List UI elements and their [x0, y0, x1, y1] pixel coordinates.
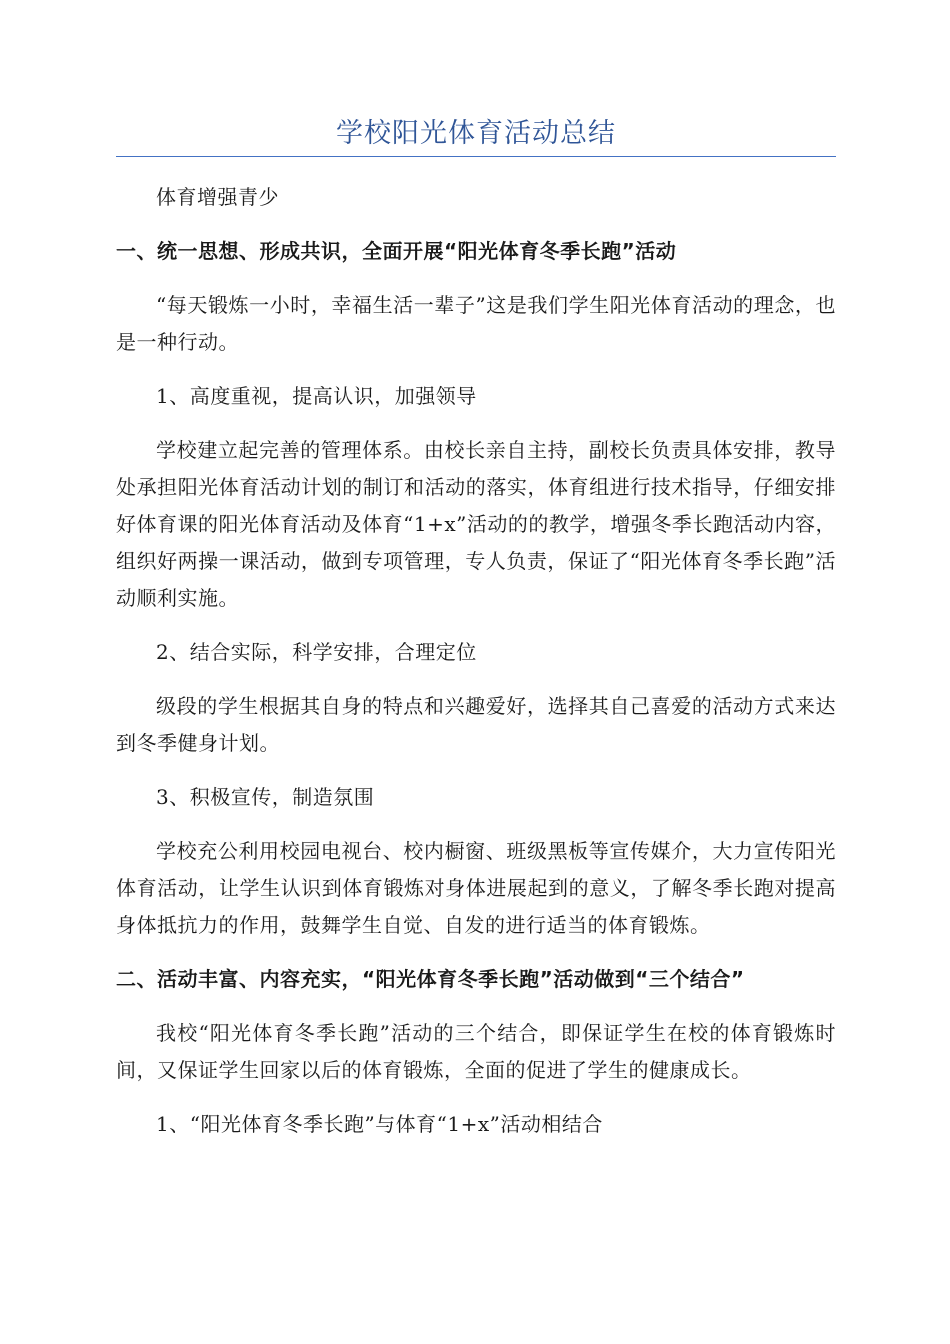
section-heading-2: 二、活动丰富、内容充实，“阳光体育冬季长跑”活动做到“三个结合”: [116, 967, 745, 991]
title-underline: [116, 156, 836, 157]
management-paragraph: 学校建立起完善的管理体系。由校长亲自主持，副校长负责具体安排，教导处承担阳光体育活动计划的制订和活动的落实，体育组进行技术指导，仔细安排好体育课的阳光体育活动及体育“1+x”活动的的教学，增强冬季长跑活动内容，组织好两操一课活动，做到专项管理，专人负责，保证了“阳光体育冬季长跑”活动顺利实施。: [116, 438, 836, 610]
document-page: [116, 110, 836, 1160]
grade-paragraph: 级段的学生根据其自身的特点和兴趣爱好，选择其自己喜爱的活动方式来达到冬季健身计划。: [116, 694, 836, 755]
subheading-2-1: 1、“阳光体育冬季长跑”与体育“1+x”活动相结合: [156, 1112, 603, 1136]
three-combinations-paragraph: 我校“阳光体育冬季长跑”活动的三个结合，即保证学生在校的体育锻炼时间，又保证学生回家以后的体育锻炼，全面的促进了学生的健康成长。: [116, 1021, 836, 1082]
motto-paragraph: “每天锻炼一小时，幸福生活一辈子”这是我们学生阳光体育活动的理念，也是一种行动。: [116, 293, 836, 354]
intro-paragraph: 体育增强青少: [156, 185, 279, 209]
publicity-paragraph: 学校充公利用校园电视台、校内橱窗、班级黑板等宣传媒介，大力宣传阳光体育活动，让学生认识到体育锻炼对身体进展起到的意义，了解冬季长跑对提高身体抵抗力的作用，鼓舞学生自觉、自发的进行适当的体育锻炼。: [116, 839, 836, 937]
document-title: 学校阳光体育活动总结: [336, 118, 616, 149]
subheading-1-3: 3、积极宣传，制造氛围: [156, 785, 375, 809]
section-heading-1: 一、统一思想、形成共识，全面开展“阳光体育冬季长跑”活动: [116, 239, 677, 263]
subheading-1-1: 1、高度重视，提高认识，加强领导: [156, 384, 477, 408]
subheading-1-2: 2、结合实际，科学安排，合理定位: [156, 640, 477, 664]
